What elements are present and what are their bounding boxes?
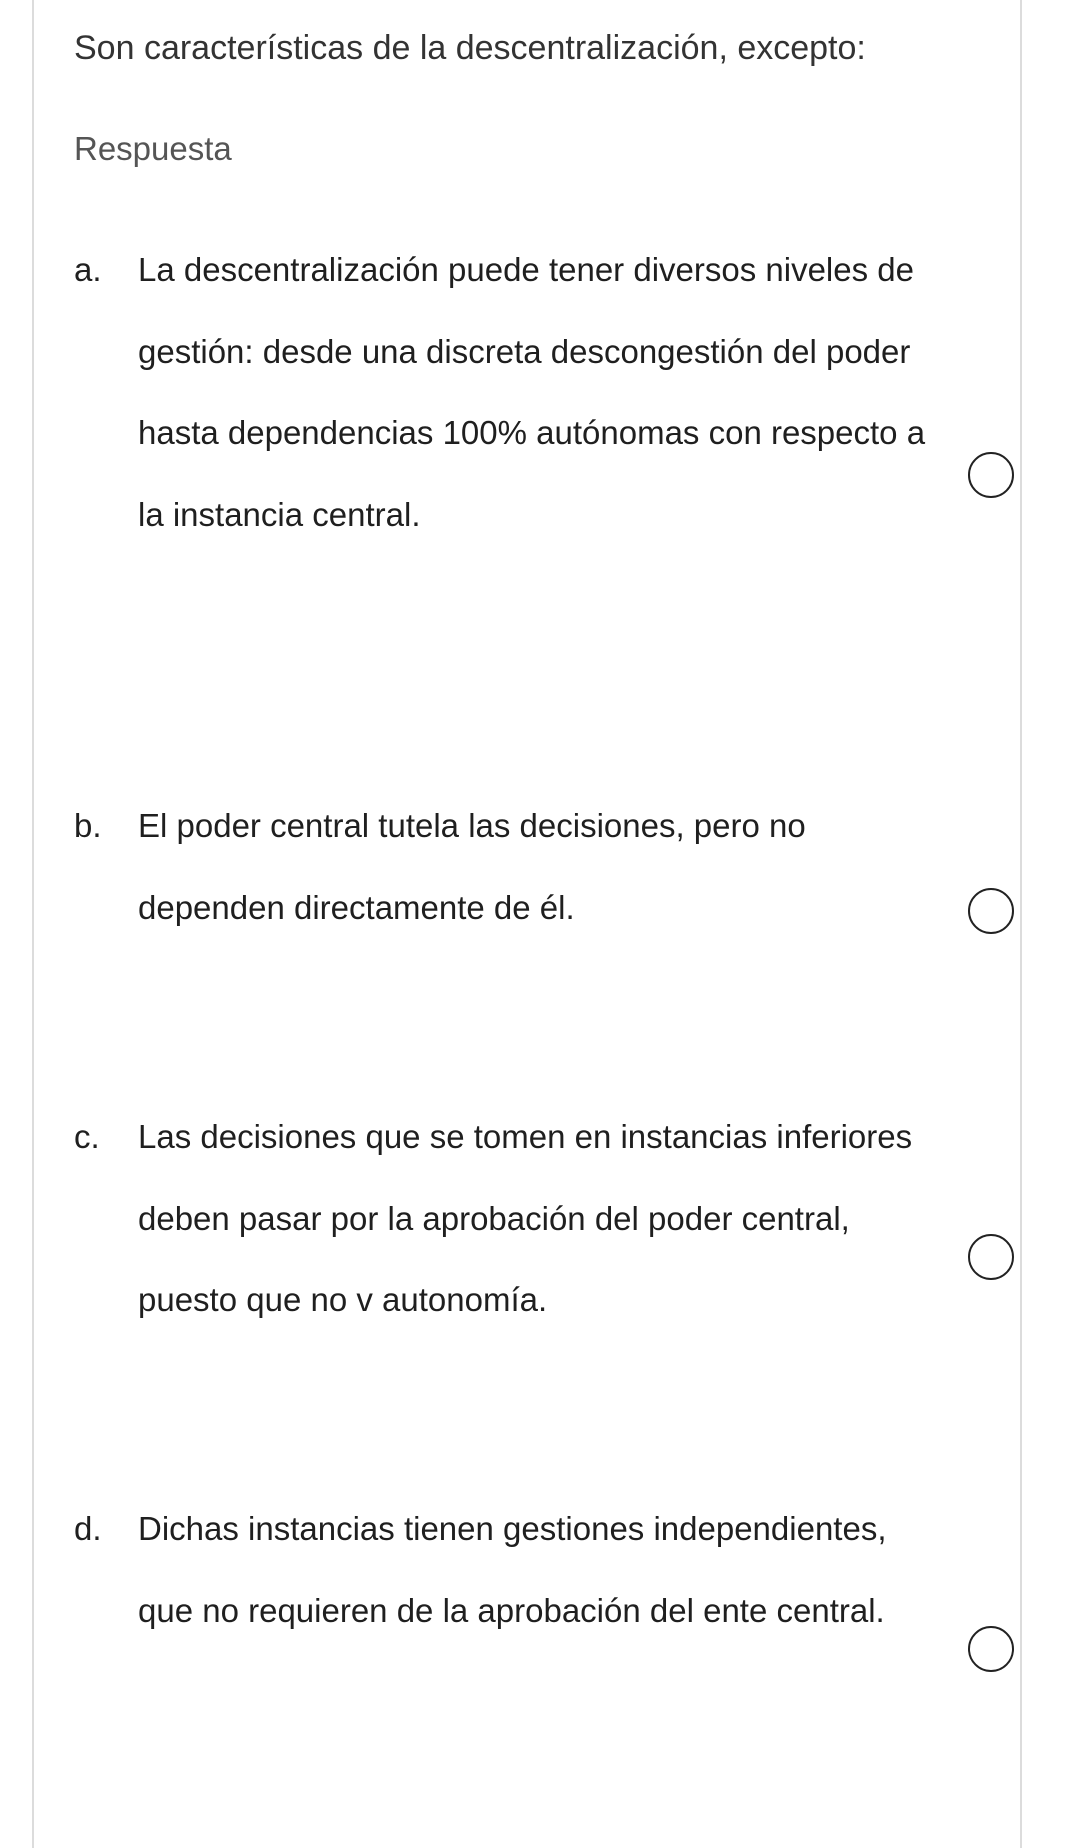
- option-text: Las decisiones que se tomen en instancias inferiores deben pasar por la aprobación del poder central, puesto que no v autonomía.: [138, 1118, 913, 1318]
- question-text: Son características de la descentralización, excepto:: [74, 29, 866, 67]
- radio-option-c[interactable]: [968, 1234, 1014, 1280]
- option-letter: a.: [74, 251, 102, 288]
- radio-option-a[interactable]: [968, 452, 1014, 498]
- option-text: Dichas instancias tienen gestiones independientes, que no requieren de la aprobación del ente central.: [138, 1510, 887, 1629]
- option-text: La descentralización puede tener diversos niveles de gestión: desde una discreta descongestión del poder hasta dependencias 100% autónomas con respecto a la instancia central.: [138, 251, 926, 533]
- answer-label: Respuesta: [74, 130, 232, 167]
- option-letter: d.: [74, 1510, 102, 1547]
- option-text: El poder central tutela las decisiones, pero no dependen directamente de él.: [138, 807, 806, 926]
- radio-option-b[interactable]: [968, 888, 1014, 934]
- option-letter: b.: [74, 807, 102, 844]
- radio-option-d[interactable]: [968, 1626, 1014, 1672]
- option-letter: c.: [74, 1118, 100, 1155]
